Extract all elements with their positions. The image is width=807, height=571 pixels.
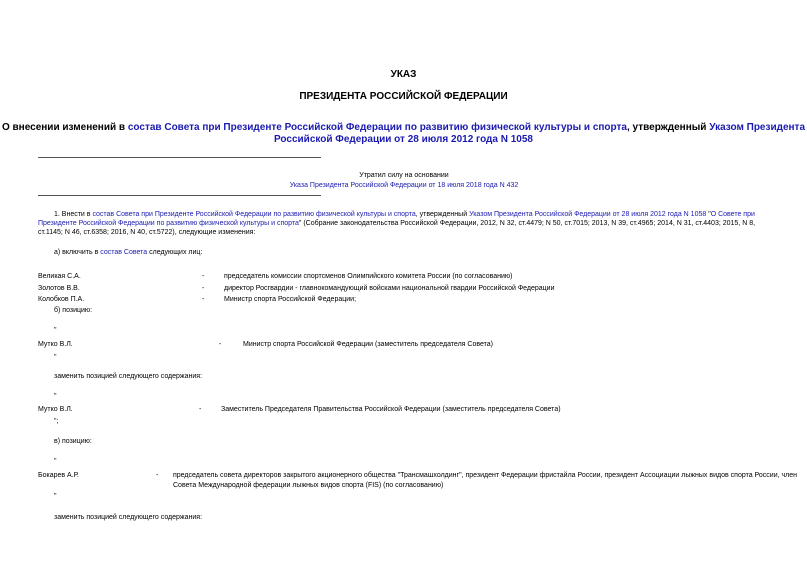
item-c: в) позицию: xyxy=(54,438,92,445)
person-name: Великая С.А. xyxy=(38,273,81,280)
mutko-role-old: Министр спорта Российской Федерации (заместитель председателя Совета) xyxy=(243,341,494,348)
document-title-line2[interactable]: Российской Федерации от 28 июля 2012 года N 1058 xyxy=(274,134,533,145)
item-a-suffix: следующих лиц: xyxy=(147,249,203,256)
item-a xyxy=(54,248,202,257)
mutko-role-new: Заместитель Председателя Правительства Российской Федерации (заместитель председателя Совета) xyxy=(221,406,561,413)
separator-line xyxy=(38,195,321,196)
replace-instruction: заменить позицией следующего содержания: xyxy=(54,514,203,521)
dash: - xyxy=(219,341,222,348)
p1-prefix: 1. Внести в xyxy=(54,211,93,218)
decree-heading: УКАЗ xyxy=(390,69,417,80)
bokarev-name: Бокарев А.Р. xyxy=(38,472,79,479)
title-mid: , утвержденный xyxy=(626,122,710,133)
bokarev-role-continued: Совета Международной федерации лыжных видов спорта (FIS) (по согласованию) xyxy=(173,482,444,489)
title-prefix: О внесении изменений в xyxy=(1,122,128,133)
p1-council-composition-link[interactable]: состав Совета при Президенте Российской Федерации по развитию физической культуры и спорта xyxy=(92,211,416,218)
open-quote: " xyxy=(54,458,57,465)
open-quote: " xyxy=(54,327,57,334)
dash: - xyxy=(202,273,205,280)
person-role: Министр спорта Российской Федерации; xyxy=(224,296,357,303)
person-role: председатель комиссии спортсменов Олимпийского комитета России (по согласованию) xyxy=(224,273,513,280)
item-a-council-link[interactable]: состав Совета xyxy=(100,249,148,256)
item-b: б) позицию: xyxy=(54,307,93,314)
lost-force-note: Утратил силу на основании xyxy=(359,172,449,179)
title-council-composition-link[interactable]: состав Совета при Президенте Российской Федерации по развитию физической культуры и спорта xyxy=(127,122,627,133)
p1-decree-link[interactable]: Указом Президента Российской Федерации от 28 июля 2012 года N 1058 xyxy=(469,211,707,218)
lost-force-basis-link[interactable]: Указа Президента Российской Федерации от 18 июля 2018 года N 432 xyxy=(289,182,519,189)
dash: - xyxy=(156,472,159,479)
close-quote-semicolon: "; xyxy=(54,418,59,425)
person-role: директор Росгвардии - главнокомандующий войсками национальной гвардии Российской Федерации xyxy=(224,285,555,292)
dash: - xyxy=(202,296,205,303)
president-heading: ПРЕЗИДЕНТА РОССИЙСКОЙ ФЕДЕРАЦИИ xyxy=(299,91,508,102)
replace-instruction: заменить позицией следующего содержания: xyxy=(54,373,203,380)
open-quote: " xyxy=(54,393,57,400)
mutko-name: Мутко В.Л. xyxy=(38,406,73,413)
item-a-prefix: а) включить в xyxy=(54,249,101,256)
title-decree-link[interactable]: Указом Президента xyxy=(709,122,806,133)
paragraph-1 xyxy=(38,210,774,237)
bokarev-role: председатель совета директоров закрытого акционерного общества "Трансмашхолдинг", президент Федерации фристайла России, президент Ассоциации лыжных видов спорта России, член xyxy=(173,472,797,479)
p1-mid: , утвержденный xyxy=(415,211,470,218)
mutko-name: Мутко В.Л. xyxy=(38,341,73,348)
document-title-line1 xyxy=(0,122,807,133)
p1-quote: " xyxy=(706,211,711,218)
p1-decree-title-link[interactable]: О Совете при Президенте Российской Федерации по развитию физической культуры и спорта xyxy=(38,211,755,227)
p1-rest: " (Собрание законодательства Российской Федерации, 2012, N 32, ст.4479; N 50, ст.7015; 2013, N 39, ст.4965; 2014, N 31, ст.4403; 2015, N 8, ст.1145; N 46, ст.6358; 2016, N 40, ст.5722), следующие изменения: xyxy=(38,220,756,236)
person-name: Золотов В.В. xyxy=(38,285,80,292)
close-quote: " xyxy=(54,354,57,361)
dash: - xyxy=(202,285,205,292)
dash: - xyxy=(199,406,202,413)
person-name: Колобков П.А. xyxy=(38,296,85,303)
close-quote: " xyxy=(54,493,57,500)
separator-line xyxy=(38,157,321,158)
